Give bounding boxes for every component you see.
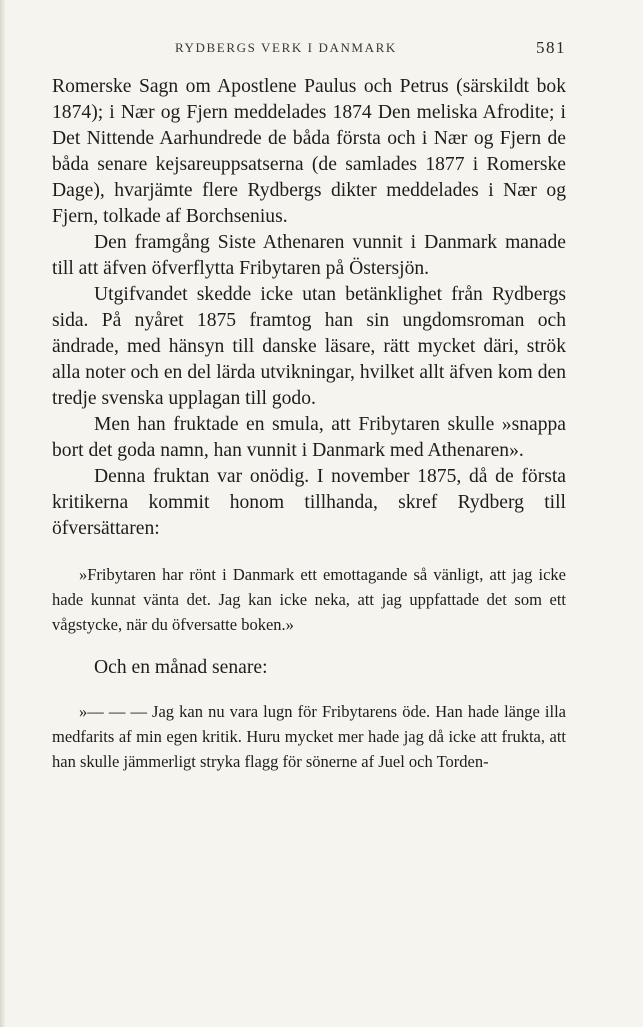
paragraph: Den framgång Siste Athenaren vunnit i Danmark manade till att äfven öfverflytta Fribytaren på Östersjön. <box>52 232 566 279</box>
running-header <box>52 40 566 60</box>
paragraph: Utgifvandet skedde icke utan betänklighet från Rydbergs sida. På nyåret 1875 framtog han sin ungdomsroman och ändrade, med hänsyn till danske läsare, rätt mycket däri, strök alla noter och en del lärda utvikningar, hvilket allt äfven kom den tredje svenska upplagan till godo. <box>52 284 566 409</box>
page-gutter-edge <box>0 0 6 1027</box>
paragraph: Romerske Sagn om Apostlene Paulus och Petrus (särskildt bok 1874); i Nær og Fjern meddelades 1874 Den meliska Afrodite; i Det Nittende Aarhundrede de båda första och i Nær og Fjern de båda senare kejsareuppsatserna (de samlades 1877 i Romerske Dage), hvarjämte flere Rydbergs dikter meddelades i Nær og Fjern, tolkade af Borchsenius. <box>52 76 566 227</box>
running-title: RYDBERGS VERK I DANMARK <box>175 40 397 55</box>
block-quote: »— — — Jag kan nu vara lugn för Fribytarens öde. Han hade länge illa medfarits af min egen kritik. Huru mycket mer hade jag då icke att frukta, att han skulle jämmerligt stryka flagg för sönerne af Juel och Torden- <box>52 702 566 771</box>
body-text <box>52 74 566 774</box>
paragraph: Men han fruktade en smula, att Fribytaren skulle »snappa bort det goda namn, han vunnit i Danmark med Athenaren». <box>52 414 566 461</box>
page-number: 581 <box>536 38 566 57</box>
block-quote: »Fribytaren har rönt i Danmark ett emottagande så vänligt, att jag icke hade kunnat vänta det. Jag kan icke neka, att jag uppfattade det som ett vågstycke, när du öfversatte boken.» <box>52 565 566 634</box>
paragraph: Denna fruktan var onödig. I november 1875, då de första kritikerna kommit honom tillhanda, skref Rydberg till öfversättaren: <box>52 466 566 539</box>
lead-in-text: Och en månad senare: <box>94 657 268 678</box>
